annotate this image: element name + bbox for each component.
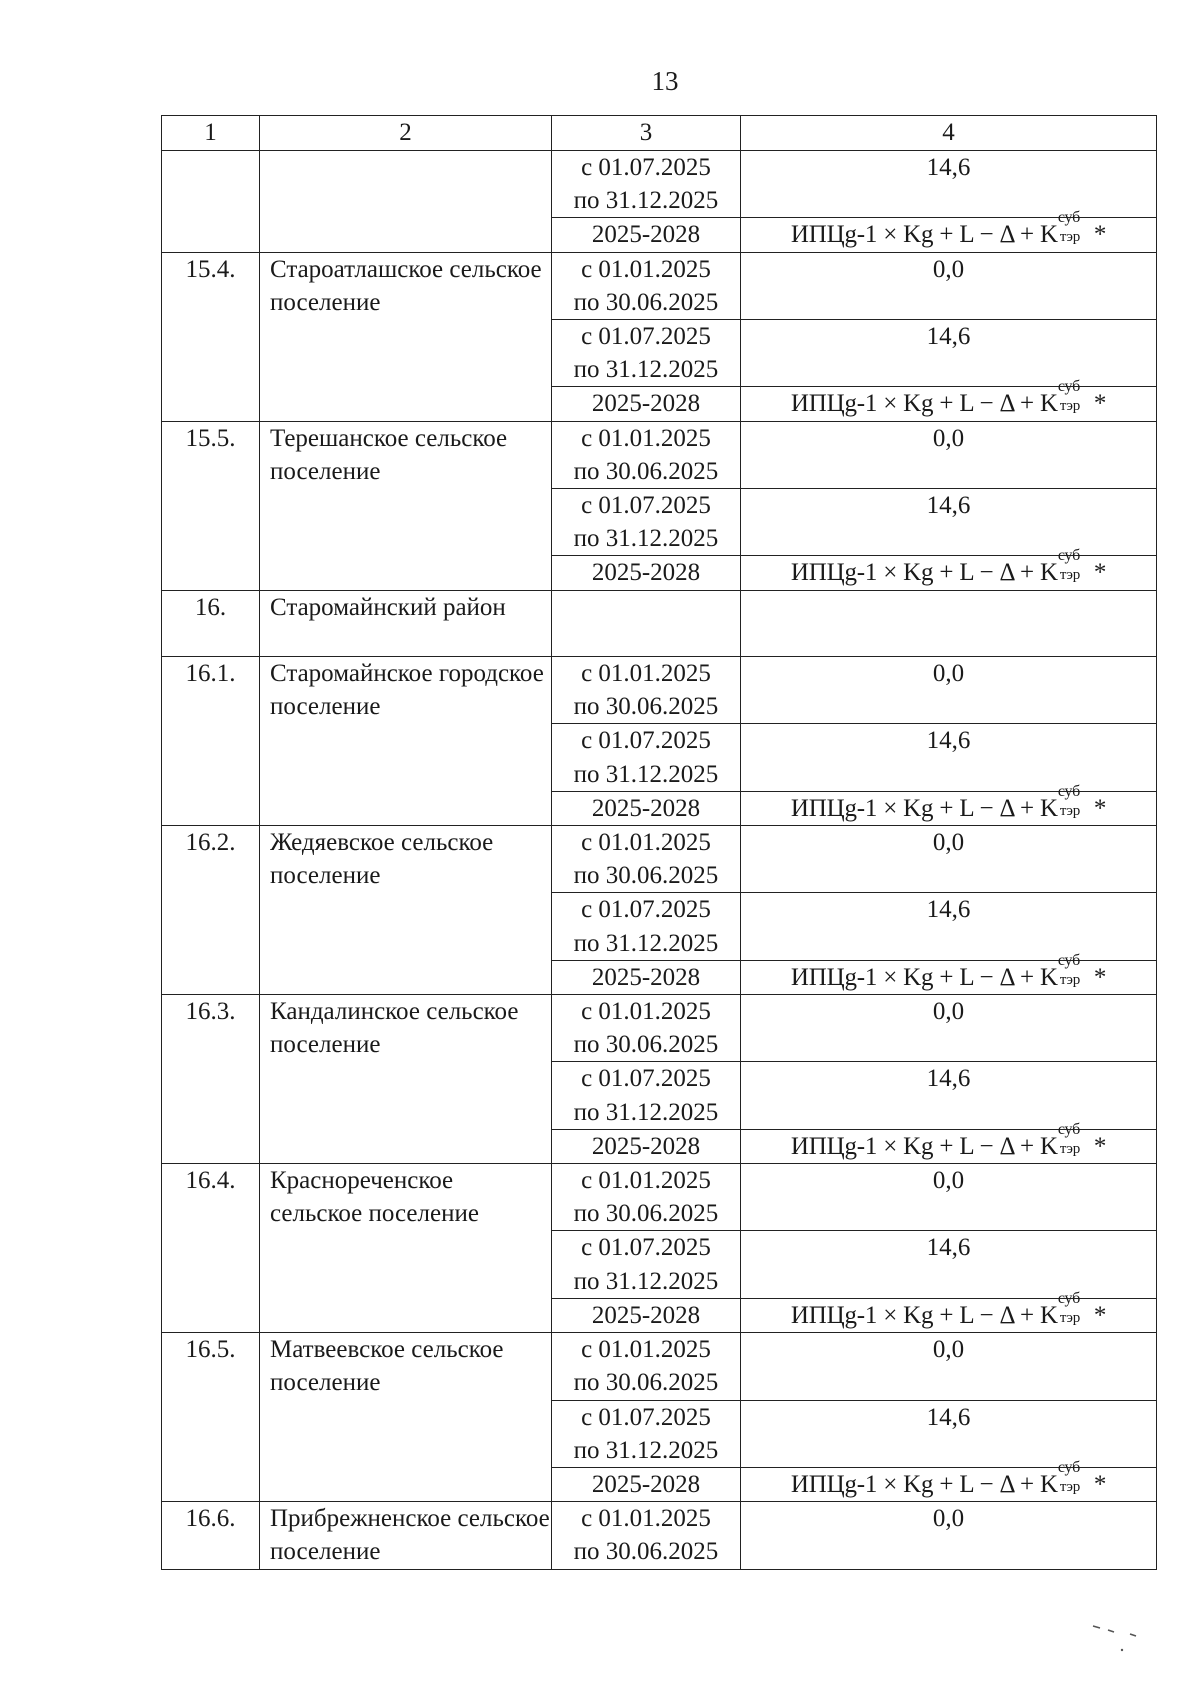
settlement-name: Матвеевское сельское поселение — [260, 1333, 552, 1502]
formula — [790, 1289, 1107, 1329]
row-number: 16.2. — [162, 826, 260, 995]
formula-cell — [741, 547, 1157, 590]
formula-cell — [741, 209, 1157, 252]
formula-tail: * — [1093, 963, 1107, 991]
period-cell: с 01.07.2025 по 31.12.2025 — [552, 1400, 741, 1467]
table-row — [162, 826, 1157, 893]
period-cell: 2025-2028 — [552, 1467, 741, 1501]
value-cell: 0,0 — [741, 657, 1157, 724]
row-number — [162, 151, 260, 253]
value-cell: 14,6 — [741, 1231, 1157, 1298]
formula-index — [1057, 209, 1094, 246]
formula-tail: * — [1093, 794, 1107, 822]
formula-sub: тэр — [1059, 802, 1081, 819]
period-cell: с 01.01.2025 по 30.06.2025 — [552, 252, 741, 319]
formula-sub: тэр — [1059, 1478, 1081, 1495]
formula-cell — [741, 951, 1157, 994]
period-cell: с 01.01.2025 по 30.06.2025 — [552, 826, 741, 893]
formula-main: ИПЦg-1 × Kg + L − Δ + K — [790, 1470, 1058, 1498]
table-row — [162, 252, 1157, 319]
formula-tail: * — [1093, 559, 1107, 587]
settlement-name: Кандалинское сельское поселение — [260, 995, 552, 1164]
table-row — [162, 1333, 1157, 1400]
formula-sup: суб — [1057, 1458, 1081, 1476]
value-cell: 0,0 — [741, 1502, 1157, 1569]
row-number: 16.1. — [162, 657, 260, 826]
scan-marks — [1088, 1620, 1158, 1660]
table-row — [162, 1502, 1157, 1569]
period-cell: с 01.01.2025 по 30.06.2025 — [552, 657, 741, 724]
formula-sup: суб — [1057, 951, 1081, 969]
formula-sup: суб — [1057, 1120, 1081, 1138]
value-cell: 0,0 — [741, 826, 1157, 893]
formula-sub: тэр — [1059, 971, 1081, 988]
row-number: 15.5. — [162, 421, 260, 590]
formula-index — [1057, 1289, 1094, 1326]
settlement-name: Старомайнский район — [260, 590, 552, 656]
formula-main: ИПЦg-1 × Kg + L − Δ + K — [790, 1301, 1058, 1329]
formula — [790, 1120, 1107, 1160]
formula-index — [1057, 1120, 1094, 1157]
period-cell: с 01.07.2025 по 31.12.2025 — [552, 320, 741, 387]
formula-sup: суб — [1057, 547, 1081, 565]
formula-cell — [741, 1458, 1157, 1501]
settlement-name: Жедяевское сельское поселение — [260, 826, 552, 995]
period-cell: 2025-2028 — [552, 791, 741, 825]
period-cell: 2025-2028 — [552, 387, 741, 421]
formula-main: ИПЦg-1 × Kg + L − Δ + K — [790, 1132, 1058, 1160]
formula-sub: тэр — [1059, 567, 1081, 584]
formula-main: ИПЦg-1 × Kg + L − Δ + K — [790, 559, 1058, 587]
formula — [790, 782, 1107, 822]
formula-sup: суб — [1057, 378, 1081, 396]
row-number: 16.6. — [162, 1502, 260, 1569]
value-cell: 14,6 — [741, 320, 1157, 387]
header-cell-4: 4 — [741, 116, 1157, 151]
formula-tail: * — [1093, 1470, 1107, 1498]
table-row — [162, 421, 1157, 488]
value-cell: 0,0 — [741, 995, 1157, 1062]
formula-main: ИПЦg-1 × Kg + L − Δ + K — [790, 963, 1058, 991]
period-cell — [552, 590, 741, 656]
period-cell: 2025-2028 — [552, 1298, 741, 1332]
row-number: 16. — [162, 590, 260, 656]
table-row — [162, 590, 1157, 656]
period-cell: с 01.01.2025 по 30.06.2025 — [552, 995, 741, 1062]
table-row — [162, 657, 1157, 724]
period-cell: 2025-2028 — [552, 218, 741, 252]
tariff-table — [161, 115, 1157, 1570]
formula-index — [1057, 378, 1094, 415]
value-cell: 14,6 — [741, 489, 1157, 556]
period-cell: с 01.01.2025 по 30.06.2025 — [552, 1333, 741, 1400]
period-cell: с 01.07.2025 по 31.12.2025 — [552, 1062, 741, 1129]
formula-tail: * — [1093, 390, 1107, 418]
formula-sub: тэр — [1059, 229, 1081, 246]
formula-main: ИПЦg-1 × Kg + L − Δ + K — [790, 794, 1058, 822]
formula-sub: тэр — [1059, 1140, 1081, 1157]
header-cell-2: 2 — [260, 116, 552, 151]
value-cell — [741, 590, 1157, 656]
formula — [790, 547, 1107, 587]
period-cell: с 01.01.2025 по 30.06.2025 — [552, 1502, 741, 1569]
formula-sub: тэр — [1059, 398, 1081, 415]
formula — [790, 951, 1107, 991]
value-cell: 14,6 — [741, 893, 1157, 960]
formula-cell — [741, 1120, 1157, 1163]
period-cell: с 01.07.2025 по 31.12.2025 — [552, 893, 741, 960]
formula-sub: тэр — [1059, 1309, 1081, 1326]
formula-main: ИПЦg-1 × Kg + L − Δ + K — [790, 390, 1058, 418]
formula-tail: * — [1093, 1301, 1107, 1329]
period-cell: с 01.01.2025 по 30.06.2025 — [552, 1164, 741, 1231]
formula-sup: суб — [1057, 209, 1081, 227]
formula-sup: суб — [1057, 1289, 1081, 1307]
period-cell: 2025-2028 — [552, 960, 741, 994]
settlement-name: Прибрежненское сельское поселение — [260, 1502, 552, 1569]
formula-main: ИПЦg-1 × Kg + L − Δ + K — [790, 221, 1058, 249]
formula-index — [1057, 782, 1094, 819]
formula-cell — [741, 1289, 1157, 1332]
row-number: 16.3. — [162, 995, 260, 1164]
settlement-name: Старомайнское городское поселение — [260, 657, 552, 826]
period-cell: 2025-2028 — [552, 1129, 741, 1163]
period-cell: с 01.07.2025 по 31.12.2025 — [552, 724, 741, 791]
period-cell: с 01.07.2025 по 31.12.2025 — [552, 489, 741, 556]
settlement-name: Староатлашское сельское поселение — [260, 252, 552, 421]
settlement-name: Терешанское сельское поселение — [260, 421, 552, 590]
value-cell: 0,0 — [741, 1333, 1157, 1400]
formula — [790, 378, 1107, 418]
tariff-table-body — [162, 116, 1157, 1570]
formula — [790, 209, 1107, 249]
header-cell-3: 3 — [552, 116, 741, 151]
value-cell: 14,6 — [741, 724, 1157, 791]
row-number: 15.4. — [162, 252, 260, 421]
period-cell: с 01.07.2025 по 31.12.2025 — [552, 1231, 741, 1298]
formula-cell — [741, 378, 1157, 421]
formula — [790, 1458, 1107, 1498]
table-row — [162, 1164, 1157, 1231]
value-cell: 0,0 — [741, 1164, 1157, 1231]
formula-index — [1057, 1458, 1094, 1495]
formula-tail: * — [1093, 221, 1107, 249]
table-row — [162, 151, 1157, 218]
formula-tail: * — [1093, 1132, 1107, 1160]
value-cell: 14,6 — [741, 1062, 1157, 1129]
value-cell: 14,6 — [741, 1400, 1157, 1467]
period-cell: с 01.07.2025 по 31.12.2025 — [552, 151, 741, 218]
settlement-name — [260, 151, 552, 253]
table-row — [162, 995, 1157, 1062]
row-number: 16.5. — [162, 1333, 260, 1502]
row-number: 16.4. — [162, 1164, 260, 1333]
formula-cell — [741, 782, 1157, 825]
header-row — [162, 116, 1157, 151]
period-cell: с 01.01.2025 по 30.06.2025 — [552, 421, 741, 488]
value-cell: 14,6 — [741, 151, 1157, 218]
formula-index — [1057, 951, 1094, 988]
formula-index — [1057, 547, 1094, 584]
header-cell-1: 1 — [162, 116, 260, 151]
page-number: 13 — [651, 66, 679, 96]
period-cell: 2025-2028 — [552, 556, 741, 590]
value-cell: 0,0 — [741, 252, 1157, 319]
value-cell: 0,0 — [741, 421, 1157, 488]
formula-sup: суб — [1057, 782, 1081, 800]
settlement-name: Краснореченское сельское поселение — [260, 1164, 552, 1333]
